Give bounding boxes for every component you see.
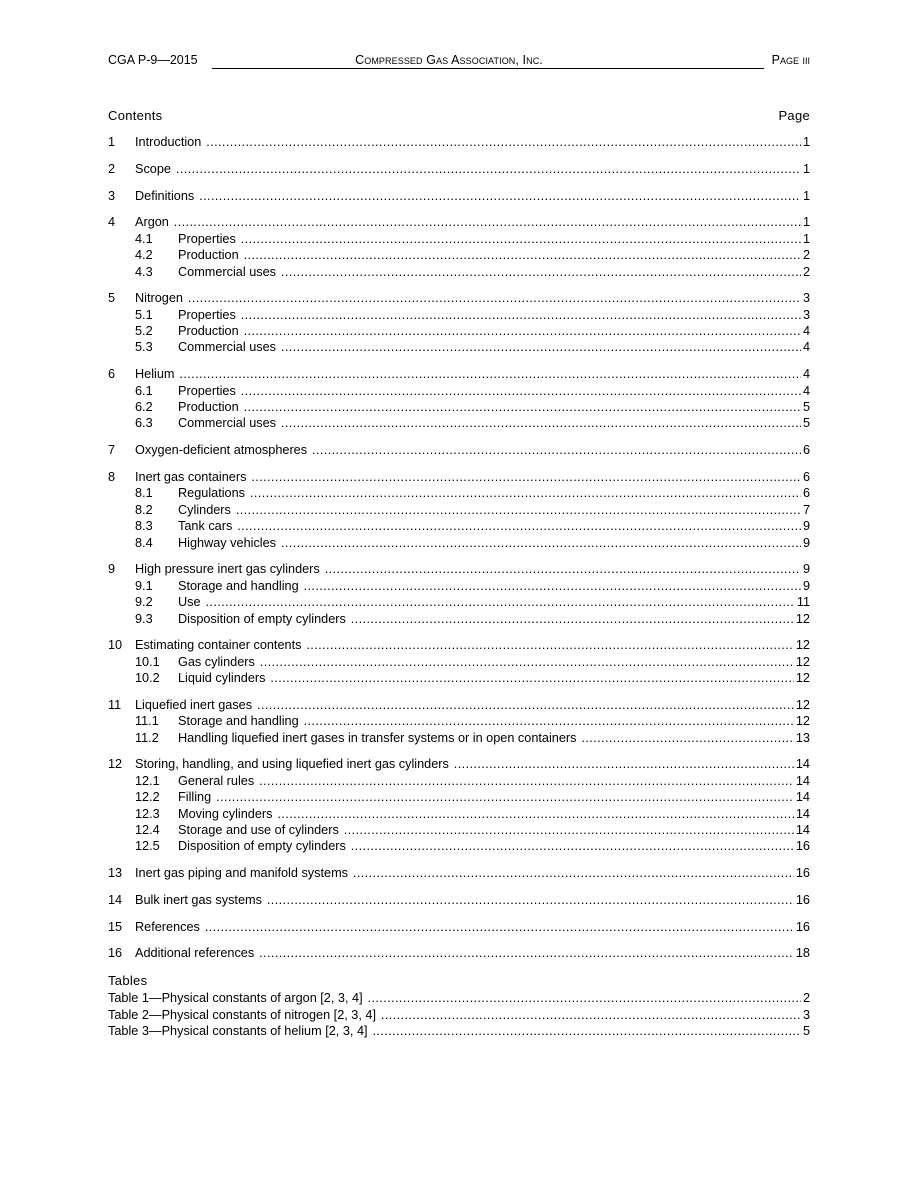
toc-entry-title[interactable]: Additional references [135, 946, 255, 961]
toc-entry-page: 12 [795, 714, 810, 729]
toc-entry-page: 5 [802, 400, 810, 415]
toc-entry[interactable] [108, 161, 810, 177]
toc-entry-number: 4 [108, 215, 116, 230]
toc-entry-leader [135, 161, 810, 177]
toc-section-group [108, 469, 810, 551]
toc-section-group [108, 892, 810, 908]
toc-entry-number: 12.2 [135, 790, 160, 805]
contents-heading: Contents [108, 108, 163, 123]
toc-entry-title[interactable]: Properties [178, 307, 236, 322]
toc-subentry[interactable] [108, 264, 810, 280]
toc-entry-leader [135, 637, 810, 653]
toc-entry-title[interactable]: Estimating container contents [135, 638, 302, 653]
toc-entry-title[interactable]: Helium [135, 367, 175, 382]
toc-entry-title[interactable]: Tank cars [178, 519, 233, 534]
toc-entry[interactable] [108, 469, 810, 485]
toc-entry-leader [108, 1023, 810, 1039]
toc-entry-leader [178, 806, 810, 822]
toc-entry[interactable] [108, 442, 810, 458]
toc-entry-page: 14 [795, 806, 810, 821]
toc-entry[interactable] [108, 290, 810, 306]
table-list-entry[interactable] [108, 1007, 810, 1023]
toc-entry-leader [178, 578, 810, 594]
toc-entry-leader [135, 469, 810, 485]
toc-entry-number: 5 [108, 291, 116, 306]
toc-entry-leader [135, 697, 810, 713]
toc-subentry[interactable] [108, 415, 810, 431]
toc-entry-page: 11 [796, 595, 810, 610]
table-of-contents [108, 134, 810, 1039]
toc-entry-page: 13 [795, 730, 810, 745]
toc-entry-page: 6 [802, 443, 810, 458]
toc-entry-page: 5 [802, 1024, 810, 1039]
toc-entry-number: 5.2 [135, 324, 153, 339]
toc-section-group [108, 442, 810, 458]
toc-entry-number: 10.1 [135, 654, 160, 669]
toc-entry-number: 6.2 [135, 400, 153, 415]
toc-entry-page: 14 [795, 822, 810, 837]
toc-section-group [108, 561, 810, 627]
toc-entry-number: 1 [108, 135, 116, 149]
toc-entry-leader [135, 892, 810, 908]
toc-subentry[interactable] [108, 822, 810, 838]
toc-section-group [108, 756, 810, 854]
toc-entry-number: 9.1 [135, 578, 153, 593]
toc-entry-page: 9 [802, 519, 810, 534]
toc-entry-title[interactable]: Commercial uses [178, 264, 276, 279]
toc-subentry[interactable] [108, 789, 810, 805]
toc-section-group [108, 290, 810, 356]
toc-entry-leader [135, 214, 810, 230]
toc-entry-leader [135, 945, 810, 961]
toc-entry[interactable] [108, 637, 810, 653]
toc-entry-number: 2 [108, 161, 116, 176]
toc-entry-leader [178, 231, 810, 247]
toc-entry-number: 4.1 [135, 231, 153, 246]
toc-entry-title[interactable]: Regulations [178, 486, 246, 501]
toc-entry-leader [178, 383, 810, 399]
toc-entry-title[interactable]: Disposition of empty cylinders [178, 611, 346, 626]
toc-entry-page: 2 [802, 264, 810, 279]
toc-entry-number: 6 [108, 367, 116, 382]
toc-entry-page: 16 [795, 866, 810, 881]
toc-entry-page: 3 [802, 291, 810, 306]
header-page-number: Page iii [771, 53, 810, 67]
toc-entry-page: 12 [795, 671, 810, 686]
toc-entry[interactable] [108, 892, 810, 908]
toc-entry-number: 11.1 [135, 714, 159, 729]
toc-entry-number: 12.1 [135, 773, 160, 788]
toc-entry-number: 10 [108, 638, 123, 653]
toc-entry-leader [178, 485, 810, 501]
toc-entry-leader [135, 188, 810, 204]
toc-entry-title[interactable]: Argon [135, 215, 169, 230]
toc-subentry[interactable] [108, 231, 810, 247]
toc-subentry[interactable] [108, 502, 810, 518]
toc-entry-title[interactable]: Oxygen-deficient atmospheres [135, 443, 308, 458]
toc-entry-page: 12 [795, 697, 810, 712]
toc-entry-number: 7 [108, 443, 116, 458]
toc-entry-number: 11.2 [135, 730, 159, 745]
toc-subentry[interactable] [108, 806, 810, 822]
toc-entry-page: 1 [802, 215, 810, 230]
toc-entry-page: 14 [795, 773, 810, 788]
tables-heading: Tables [108, 973, 148, 989]
toc-entry-title[interactable]: Production [178, 324, 239, 339]
toc-entry-page: 1 [802, 135, 810, 149]
toc-entry-number: 4.2 [135, 248, 153, 263]
toc-entry-title[interactable]: Storage and handling [178, 578, 299, 593]
toc-entry-page: 14 [795, 790, 810, 805]
toc-entry-title[interactable]: Storage and handling [178, 714, 299, 729]
toc-entry-page: 4 [802, 367, 810, 382]
toc-entry-number: 12.3 [135, 806, 160, 821]
toc-section-group [108, 134, 810, 150]
toc-entry-page: 16 [795, 919, 810, 934]
toc-section-group [108, 188, 810, 204]
header-organization-text: Compressed Gas Association, Inc. [355, 53, 543, 67]
toc-entry[interactable] [108, 134, 810, 150]
toc-entry-leader [178, 654, 810, 670]
toc-entry[interactable] [108, 214, 810, 230]
toc-entry-leader [108, 990, 810, 1006]
toc-entry-title[interactable]: Table 1—Physical constants of argon [2, 3, 4] [108, 991, 363, 1006]
toc-subentry[interactable] [108, 670, 810, 686]
toc-entry-page: 4 [802, 340, 810, 355]
toc-entry[interactable] [108, 919, 810, 935]
toc-subentry[interactable] [108, 730, 810, 746]
toc-entry-page: 7 [802, 502, 810, 517]
toc-entry-title[interactable]: Filling [178, 790, 212, 805]
toc-entry-title[interactable]: Inert gas containers [135, 469, 247, 484]
toc-entry-number: 14 [108, 892, 123, 907]
toc-entry-page: 1 [802, 231, 810, 246]
toc-entry-title[interactable]: Handling liquefied inert gases in transfer systems or in open containers [178, 730, 577, 745]
toc-subentry[interactable] [108, 383, 810, 399]
toc-section-group [108, 366, 810, 432]
toc-entry-leader [178, 773, 810, 789]
toc-entry-title[interactable]: Production [178, 400, 239, 415]
toc-entry-title[interactable]: Properties [178, 231, 236, 246]
toc-entry-title[interactable]: Disposition of empty cylinders [178, 839, 346, 854]
toc-entry-number: 8.1 [135, 486, 153, 501]
toc-entry-leader [135, 290, 810, 306]
toc-entry-number: 8 [108, 469, 116, 484]
toc-section-group [108, 865, 810, 881]
toc-entry[interactable] [108, 756, 810, 772]
toc-entry[interactable] [108, 561, 810, 577]
toc-subentry[interactable] [108, 518, 810, 534]
toc-entry-page: 4 [802, 383, 810, 398]
toc-entry-page: 9 [802, 578, 810, 593]
toc-entry-number: 6.3 [135, 416, 153, 431]
toc-entry-leader [135, 561, 810, 577]
toc-entry[interactable] [108, 865, 810, 881]
toc-entry-page: 12 [795, 638, 810, 653]
toc-entry-title[interactable]: Liquefied inert gases [135, 697, 253, 712]
toc-subentry[interactable] [108, 247, 810, 263]
table-list-entry[interactable] [108, 1023, 810, 1039]
toc-entry-number: 9 [108, 562, 116, 577]
toc-entry-leader [135, 919, 810, 935]
toc-entry-leader [178, 264, 810, 280]
toc-entry-number: 10.2 [135, 671, 160, 686]
toc-entry-title[interactable]: Moving cylinders [178, 806, 273, 821]
toc-subentry[interactable] [108, 307, 810, 323]
toc-entry-number: 9.2 [135, 595, 153, 610]
toc-entry-page: 1 [802, 161, 810, 176]
toc-subentry[interactable] [108, 578, 810, 594]
toc-subentry[interactable] [108, 838, 810, 854]
toc-entry-number: 3 [108, 188, 116, 203]
contents-heading-row [108, 108, 810, 123]
toc-entry-number: 5.1 [135, 307, 153, 322]
toc-entry-page: 2 [802, 991, 810, 1006]
toc-subentry[interactable] [108, 654, 810, 670]
toc-entry-leader [178, 399, 810, 415]
toc-entry-page: 6 [802, 486, 810, 501]
toc-entry-number: 11 [108, 697, 122, 712]
toc-entry-title[interactable]: Production [178, 248, 239, 263]
toc-subentry[interactable] [108, 323, 810, 339]
toc-subentry[interactable] [108, 594, 810, 610]
toc-entry-leader [178, 307, 810, 323]
toc-section-group [108, 919, 810, 935]
toc-entry[interactable] [108, 697, 810, 713]
toc-entry-page: 3 [802, 307, 810, 322]
toc-entry-leader [135, 756, 810, 772]
toc-subentry[interactable] [108, 773, 810, 789]
toc-entry-leader [178, 713, 810, 729]
toc-section-group [108, 161, 810, 177]
toc-entry-title[interactable]: Commercial uses [178, 416, 276, 431]
toc-entry-title[interactable]: Properties [178, 383, 236, 398]
toc-entry-title[interactable]: Gas cylinders [178, 654, 255, 669]
toc-entry-page: 9 [802, 562, 810, 577]
toc-entry-title[interactable]: Nitrogen [135, 291, 183, 306]
toc-entry-title[interactable]: Scope [135, 161, 171, 176]
toc-entry-page: 1 [802, 188, 810, 203]
toc-subentry[interactable] [108, 485, 810, 501]
toc-entry-number: 6.1 [135, 383, 153, 398]
toc-entry-page: 16 [795, 892, 810, 907]
toc-entry-leader [135, 134, 810, 150]
toc-entry-number: 8.3 [135, 519, 153, 534]
toc-entry-leader [178, 789, 810, 805]
toc-entry-leader [178, 838, 810, 854]
toc-section-group [108, 945, 810, 961]
toc-entry-page: 5 [802, 416, 810, 431]
page-column-heading: Page [778, 108, 810, 123]
toc-section-group [108, 697, 810, 746]
toc-entry-leader [135, 442, 810, 458]
toc-entry-leader [178, 247, 810, 263]
toc-entry-page: 14 [795, 757, 810, 772]
toc-entry-page: 4 [802, 324, 810, 339]
toc-entry-title[interactable]: Use [178, 595, 201, 610]
toc-entry-title[interactable]: Inert gas piping and manifold systems [135, 866, 348, 881]
toc-entry[interactable] [108, 188, 810, 204]
toc-entry-page: 16 [795, 839, 810, 854]
toc-entry-leader [135, 865, 810, 881]
toc-entry-leader [178, 535, 810, 551]
toc-entry[interactable] [108, 945, 810, 961]
toc-entry-leader [178, 730, 810, 746]
toc-subentry[interactable] [108, 713, 810, 729]
toc-entry-leader [178, 323, 810, 339]
toc-entry-number: 15 [108, 919, 123, 934]
toc-entry-number: 8.4 [135, 535, 153, 550]
toc-entry-title[interactable]: Highway vehicles [178, 535, 277, 550]
toc-entry-leader [135, 366, 810, 382]
toc-entry-title[interactable]: Table 3—Physical constants of helium [2, 3, 4] [108, 1024, 368, 1039]
toc-subentry[interactable] [108, 399, 810, 415]
toc-entry-title[interactable]: Definitions [135, 188, 195, 203]
toc-entry-page: 6 [802, 469, 810, 484]
header-organization [108, 53, 810, 67]
toc-entry-leader [178, 594, 810, 610]
toc-entry-leader [108, 1007, 810, 1023]
toc-entry-number: 16 [108, 946, 123, 961]
page-header [108, 53, 810, 73]
toc-entry-title[interactable]: References [135, 919, 200, 934]
table-list-entry[interactable] [108, 990, 810, 1006]
toc-entry-number: 4.3 [135, 264, 153, 279]
toc-entry-title[interactable]: High pressure inert gas cylinders [135, 562, 320, 577]
toc-entry-page: 12 [795, 611, 810, 626]
toc-entry-leader [178, 822, 810, 838]
toc-entry-leader [178, 415, 810, 431]
toc-subentry[interactable] [108, 611, 810, 627]
toc-entry-leader [178, 339, 810, 355]
toc-entry-number: 13 [108, 866, 123, 881]
toc-entry-page: 12 [795, 654, 810, 669]
toc-entry-title[interactable]: Introduction [135, 135, 202, 149]
toc-entry-number: 12.4 [135, 822, 160, 837]
toc-entry-title[interactable]: General rules [178, 773, 255, 788]
toc-entry-title[interactable]: Storing, handling, and using liquefied inert gas cylinders [135, 757, 449, 772]
toc-section-group [108, 637, 810, 686]
toc-entry-leader [178, 518, 810, 534]
toc-entry-page: 18 [795, 946, 810, 961]
toc-subentry[interactable] [108, 535, 810, 551]
toc-entry-title[interactable]: Liquid cylinders [178, 671, 266, 686]
toc-entry-leader [178, 670, 810, 686]
toc-entry-page: 2 [802, 248, 810, 263]
toc-entry-title[interactable]: Cylinders [178, 502, 231, 517]
toc-entry-page: 3 [802, 1007, 810, 1022]
toc-entry[interactable] [108, 366, 810, 382]
toc-entry-number: 9.3 [135, 611, 153, 626]
toc-section-group [108, 214, 810, 280]
toc-entry-leader [178, 611, 810, 627]
toc-entry-title[interactable]: Storage and use of cylinders [178, 822, 339, 837]
toc-entry-number: 12.5 [135, 839, 160, 854]
toc-entry-title[interactable]: Table 2—Physical constants of nitrogen [2, 3, 4] [108, 1007, 376, 1022]
header-rule [212, 68, 764, 69]
toc-entry-number: 5.3 [135, 340, 153, 355]
toc-entry-page: 9 [802, 535, 810, 550]
toc-entry-leader [178, 502, 810, 518]
toc-entry-number: 8.2 [135, 502, 153, 517]
toc-entry-title[interactable]: Bulk inert gas systems [135, 892, 262, 907]
toc-subentry[interactable] [108, 339, 810, 355]
toc-entry-title[interactable]: Commercial uses [178, 340, 276, 355]
toc-entry-number: 12 [108, 757, 123, 772]
header-document-id: CGA P-9—2015 [108, 53, 198, 67]
